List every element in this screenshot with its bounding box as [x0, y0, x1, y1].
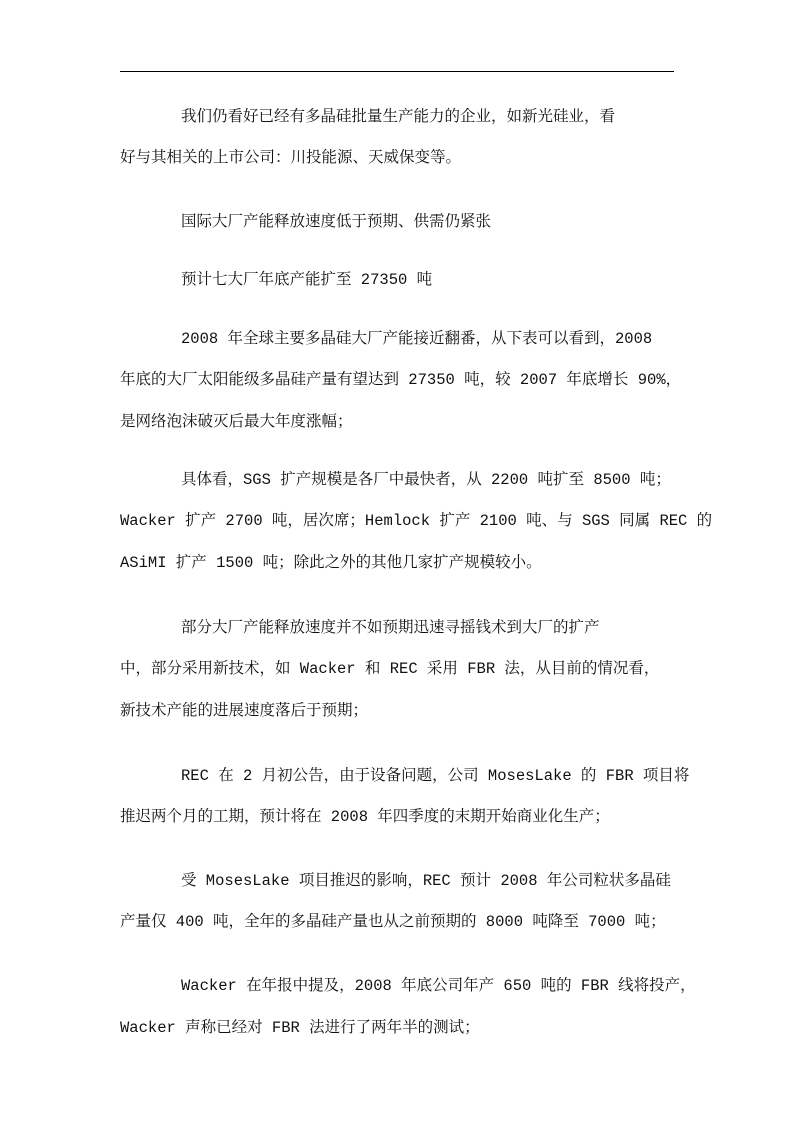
- text-line: Wacker 扩产 2700 吨，居次席；Hemlock 扩产 2100 吨、与 SGS 同属 REC 的: [120, 512, 713, 530]
- text-line: 新技术产能的进展速度落后于预期；: [120, 702, 369, 720]
- header-rule: [120, 71, 674, 72]
- text-line: 预计七大厂年底产能扩至 27350 吨: [181, 271, 433, 289]
- text-line: REC 在 2 月初公告，由于设备问题，公司 MosesLake 的 FBR 项目将: [181, 767, 690, 785]
- text-line: 产量仅 400 吨，全年的多晶硅产量也从之前预期的 8000 吨降至 7000 吨；: [120, 913, 666, 931]
- text-line: 中，部分采用新技术，如 Wacker 和 REC 采用 FBR 法，从目前的情况看，: [120, 660, 660, 678]
- text-line: 具体看，SGS 扩产规模是各厂中最快者，从 2200 吨扩至 8500 吨；: [181, 471, 671, 489]
- text-line: 受 MosesLake 项目推迟的影响，REC 预计 2008 年公司粒状多晶硅: [181, 872, 671, 890]
- text-line: 国际大厂产能释放速度低于预期、供需仍紧张: [181, 213, 492, 231]
- text-line: 年底的大厂太阳能级多晶硅产量有望达到 27350 吨，较 2007 年底增长 90%，: [120, 371, 682, 389]
- text-line: 是网络泡沫破灭后最大年度涨幅；: [120, 413, 353, 431]
- text-line: 部分大厂产能释放速度并不如预期迅速寻摇钱术到大厂的扩产: [181, 619, 600, 637]
- text-line: Wacker 在年报中提及，2008 年底公司年产 650 吨的 FBR 线将投产，: [181, 977, 696, 995]
- text-line: 好与其相关的上市公司：川投能源、天威保变等。: [120, 149, 462, 167]
- text-line: Wacker 声称已经对 FBR 法进行了两年半的测试；: [120, 1019, 480, 1037]
- text-line: 我们仍看好已经有多晶硅批量生产能力的企业，如新光硅业，看: [181, 108, 616, 126]
- text-line: 2008 年全球主要多晶硅大厂产能接近翻番，从下表可以看到，2008: [181, 330, 653, 348]
- text-line: ASiMI 扩产 1500 吨；除此之外的其他几家扩产规模较小。: [120, 554, 542, 572]
- text-line: 推迟两个月的工期，预计将在 2008 年四季度的末期开始商业化生产；: [120, 808, 610, 826]
